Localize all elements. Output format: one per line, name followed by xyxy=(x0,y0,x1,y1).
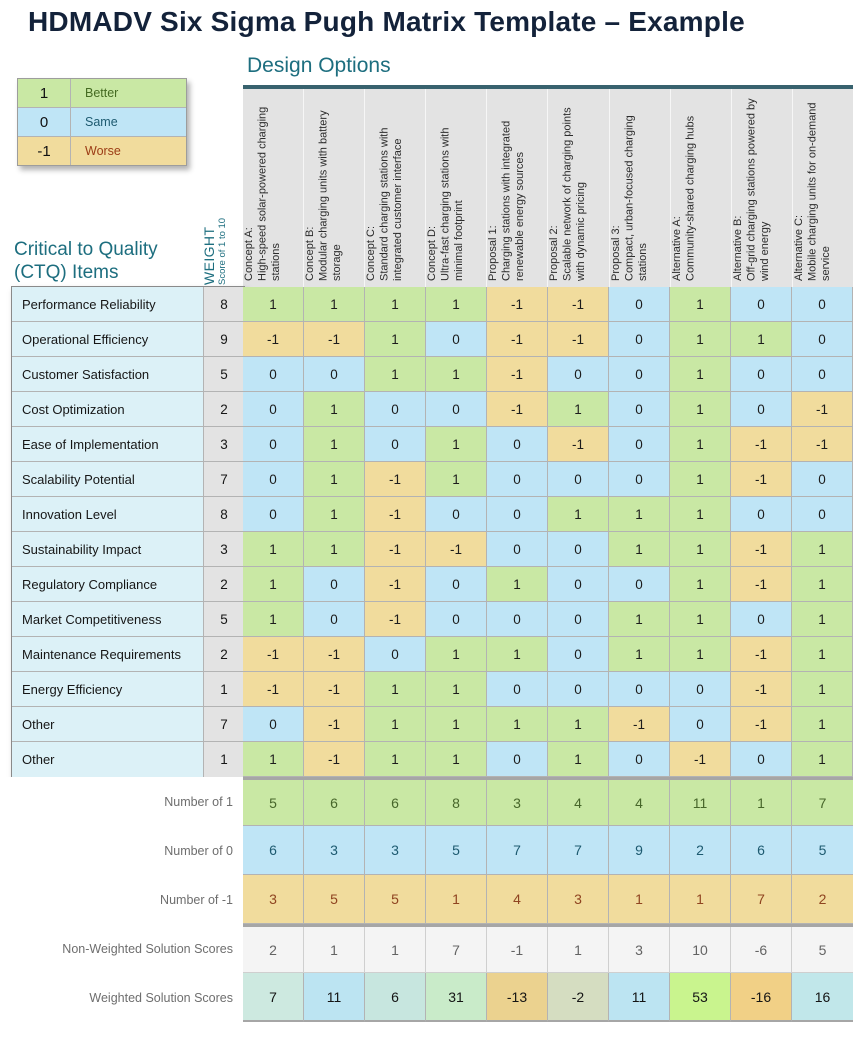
score-cell[interactable]: 0 xyxy=(426,602,487,637)
ctq-item-cell[interactable]: Ease of Implementation xyxy=(12,427,204,462)
score-cell[interactable]: 1 xyxy=(548,742,609,777)
summary-value-cell: 3 xyxy=(609,927,670,973)
design-option-column-header[interactable] xyxy=(365,89,426,287)
ctq-item-cell[interactable]: Scalability Potential xyxy=(12,462,204,497)
score-cell[interactable]: 1 xyxy=(670,287,731,322)
summary-value-cell: 7 xyxy=(487,826,548,875)
summary-value-cell: 4 xyxy=(609,780,670,826)
score-cell[interactable]: -1 xyxy=(792,392,853,427)
design-option-column-header[interactable] xyxy=(304,89,365,287)
score-cell[interactable]: 1 xyxy=(304,392,365,427)
score-cell[interactable]: -1 xyxy=(365,602,426,637)
weight-cell[interactable]: 3 xyxy=(204,427,244,462)
summary-value-cell: 5 xyxy=(243,780,304,826)
summary-value-cell: 11 xyxy=(304,973,365,1022)
design-option-column-header[interactable] xyxy=(548,89,609,287)
score-cell[interactable]: 1 xyxy=(243,602,304,637)
score-cell[interactable]: 0 xyxy=(609,567,670,602)
summary-value-cell: 5 xyxy=(365,875,426,924)
score-cell[interactable]: 0 xyxy=(792,287,853,322)
summary-value-cell: 5 xyxy=(304,875,365,924)
score-cell[interactable]: 1 xyxy=(304,427,365,462)
weight-cell[interactable]: 8 xyxy=(204,287,244,322)
column-header-title: Proposal 1: xyxy=(487,225,500,281)
score-cell[interactable]: 1 xyxy=(609,532,670,567)
column-header-description: Standard charging stations with integrated customer interface xyxy=(378,127,405,281)
summary-value-cell: 8 xyxy=(426,780,487,826)
summary-value-cell: 1 xyxy=(670,875,731,924)
score-cell[interactable]: -1 xyxy=(487,392,548,427)
column-header-description: High-speed solar-powered charging stations xyxy=(256,106,282,281)
column-header-description: Off-grid charging stations powered by wind energy xyxy=(745,98,771,281)
score-cell[interactable]: 0 xyxy=(487,497,548,532)
column-header-title: Concept A: xyxy=(243,227,255,281)
score-cell[interactable]: -1 xyxy=(487,322,548,357)
score-cell[interactable]: 1 xyxy=(426,637,487,672)
score-cell[interactable]: 0 xyxy=(731,357,792,392)
score-cell[interactable]: 1 xyxy=(365,322,426,357)
score-cell[interactable]: 0 xyxy=(243,427,304,462)
score-cell[interactable]: 0 xyxy=(243,392,304,427)
summary-value-cell: 6 xyxy=(365,780,426,826)
score-cell[interactable]: 1 xyxy=(243,742,304,777)
summary-value-cell: 7 xyxy=(426,927,487,973)
column-header-title: Concept D: xyxy=(426,225,439,281)
score-cell[interactable]: 1 xyxy=(548,392,609,427)
score-cell[interactable]: 1 xyxy=(304,497,365,532)
summary-value-cell: -13 xyxy=(487,973,548,1022)
column-header-title: Concept C: xyxy=(365,225,378,281)
column-header-title: Alternative A: xyxy=(670,216,683,281)
score-cell[interactable]: 0 xyxy=(670,707,731,742)
score-cell[interactable]: 0 xyxy=(548,637,609,672)
ctq-item-cell[interactable]: Energy Efficiency xyxy=(12,672,204,707)
score-cell[interactable]: -1 xyxy=(243,672,304,707)
score-cell[interactable]: 1 xyxy=(487,707,548,742)
score-cell[interactable]: -1 xyxy=(731,672,792,707)
score-cell[interactable]: 0 xyxy=(487,462,548,497)
summary-value-cell: 10 xyxy=(670,927,731,973)
score-cell[interactable]: 1 xyxy=(670,322,731,357)
score-cell[interactable]: 0 xyxy=(243,357,304,392)
legend-label-better: Better xyxy=(85,86,119,100)
score-cell[interactable]: -1 xyxy=(304,672,365,707)
summary-value-cell: 11 xyxy=(670,780,731,826)
score-cell[interactable]: 1 xyxy=(609,637,670,672)
design-option-column-header[interactable] xyxy=(426,89,487,287)
summary-section xyxy=(0,777,853,1022)
weight-cell[interactable]: 7 xyxy=(204,707,244,742)
legend-label-same: Same xyxy=(85,115,118,129)
ctq-heading xyxy=(14,238,158,284)
summary-row-weighted-scores xyxy=(0,973,853,1022)
ctq-item-cell[interactable]: Other xyxy=(12,742,204,777)
score-cell[interactable]: -1 xyxy=(365,532,426,567)
summary-value-cell: 7 xyxy=(548,826,609,875)
score-cell[interactable]: 1 xyxy=(487,567,548,602)
score-cell[interactable]: 0 xyxy=(243,707,304,742)
score-cell[interactable]: 0 xyxy=(426,392,487,427)
summary-value-cell: 3 xyxy=(487,780,548,826)
score-cell[interactable]: 0 xyxy=(609,357,670,392)
score-cell[interactable]: 1 xyxy=(426,287,487,322)
summary-row-number-of-minus1 xyxy=(0,875,853,924)
summary-cells-weighted xyxy=(243,973,853,1022)
score-cell[interactable]: 1 xyxy=(670,427,731,462)
score-cell[interactable]: 0 xyxy=(487,427,548,462)
score-cell[interactable]: 0 xyxy=(243,497,304,532)
score-cell[interactable]: 0 xyxy=(365,427,426,462)
score-cell[interactable]: 0 xyxy=(304,602,365,637)
score-cell[interactable]: 0 xyxy=(487,742,548,777)
score-cell[interactable]: 0 xyxy=(426,322,487,357)
summary-row-number-of-0 xyxy=(0,826,853,875)
score-cell[interactable]: -1 xyxy=(304,707,365,742)
score-cell[interactable]: -1 xyxy=(731,427,792,462)
column-header-description: Scalable network of charging points with dynamic pricing xyxy=(561,107,588,281)
score-cell[interactable]: 0 xyxy=(548,532,609,567)
score-cell[interactable]: 0 xyxy=(304,567,365,602)
score-cell[interactable]: -1 xyxy=(548,287,609,322)
score-cell[interactable]: 0 xyxy=(548,567,609,602)
score-cell[interactable]: 1 xyxy=(548,497,609,532)
legend-row-worse xyxy=(18,137,186,165)
score-cell[interactable]: 1 xyxy=(792,637,853,672)
ctq-item-cell[interactable]: Operational Efficiency xyxy=(12,322,204,357)
score-cell[interactable]: -1 xyxy=(731,637,792,672)
score-cell[interactable]: 1 xyxy=(548,707,609,742)
score-cell[interactable]: 0 xyxy=(792,497,853,532)
score-cell[interactable]: 0 xyxy=(487,532,548,567)
score-cell[interactable]: 1 xyxy=(243,532,304,567)
summary-value-cell: 6 xyxy=(365,973,426,1022)
weight-header-title: WEIGHT xyxy=(201,226,217,285)
weight-cell[interactable]: 3 xyxy=(204,532,244,567)
summary-cells-number-of-1 xyxy=(243,777,853,826)
score-legend xyxy=(17,78,187,166)
score-cell[interactable]: 1 xyxy=(365,707,426,742)
summary-label: Number of -1 xyxy=(0,875,243,924)
column-header-description: Mobile charging units for on-demand service xyxy=(806,102,832,281)
score-cell[interactable]: 0 xyxy=(731,287,792,322)
summary-value-cell: 4 xyxy=(487,875,548,924)
weight-column-header xyxy=(201,183,243,285)
score-cell[interactable]: 1 xyxy=(609,602,670,637)
summary-value-cell: 1 xyxy=(304,927,365,973)
score-cell[interactable]: 1 xyxy=(792,672,853,707)
summary-value-cell: -16 xyxy=(731,973,792,1022)
summary-value-cell: 3 xyxy=(243,875,304,924)
summary-value-cell: 5 xyxy=(792,826,853,875)
score-cell[interactable]: 1 xyxy=(670,357,731,392)
score-cell[interactable]: 1 xyxy=(243,287,304,322)
summary-cells-non-weighted xyxy=(243,924,853,973)
score-cell[interactable]: 1 xyxy=(426,672,487,707)
summary-value-cell: 1 xyxy=(365,927,426,973)
score-cell[interactable]: 1 xyxy=(792,742,853,777)
score-cell[interactable]: 1 xyxy=(670,462,731,497)
score-cell[interactable]: -1 xyxy=(548,427,609,462)
score-cell[interactable]: -1 xyxy=(365,462,426,497)
weight-header-subtitle: Score of 1 to 10 xyxy=(217,217,228,285)
score-cell[interactable]: 1 xyxy=(670,497,731,532)
score-cell[interactable]: 0 xyxy=(548,672,609,707)
summary-value-cell: 4 xyxy=(548,780,609,826)
weight-cell[interactable]: 2 xyxy=(204,637,244,672)
design-option-column-header[interactable] xyxy=(793,89,853,287)
score-cell[interactable]: 0 xyxy=(304,357,365,392)
score-cell[interactable]: 1 xyxy=(609,497,670,532)
summary-value-cell: 1 xyxy=(426,875,487,924)
score-cell[interactable]: -1 xyxy=(304,742,365,777)
summary-value-cell: 1 xyxy=(731,780,792,826)
score-cell[interactable]: 1 xyxy=(487,637,548,672)
score-cell[interactable]: 0 xyxy=(792,322,853,357)
score-cell[interactable]: -1 xyxy=(426,532,487,567)
column-header-title: Proposal 2: xyxy=(548,225,561,281)
weight-cell[interactable]: 5 xyxy=(204,357,244,392)
summary-value-cell: 9 xyxy=(609,826,670,875)
score-cell[interactable]: 1 xyxy=(304,462,365,497)
summary-value-cell: -1 xyxy=(487,927,548,973)
score-cell[interactable]: -1 xyxy=(243,322,304,357)
ctq-item-cell[interactable]: Performance Reliability xyxy=(12,287,204,322)
score-cell[interactable]: 1 xyxy=(426,742,487,777)
score-cell[interactable]: 0 xyxy=(609,672,670,707)
summary-value-cell: 3 xyxy=(548,875,609,924)
score-cell[interactable]: 0 xyxy=(426,567,487,602)
design-option-column-header[interactable] xyxy=(671,89,732,287)
legend-score-same: 0 xyxy=(18,108,71,136)
legend-row-better xyxy=(18,79,186,108)
summary-value-cell: 1 xyxy=(548,927,609,973)
design-option-column-header[interactable] xyxy=(610,89,671,287)
legend-score-worse: -1 xyxy=(18,137,71,165)
score-cell[interactable]: -1 xyxy=(365,567,426,602)
summary-value-cell: 5 xyxy=(792,927,853,973)
summary-row-number-of-1 xyxy=(0,777,853,826)
column-header-title: Alternative C: xyxy=(792,214,805,281)
score-cell[interactable]: 0 xyxy=(548,462,609,497)
score-cell[interactable]: 0 xyxy=(609,427,670,462)
summary-value-cell: 3 xyxy=(365,826,426,875)
score-cell[interactable]: 1 xyxy=(304,532,365,567)
column-header-label xyxy=(487,89,547,287)
score-cell[interactable]: 0 xyxy=(792,357,853,392)
column-header-description: Modular charging units with battery storage xyxy=(317,110,344,281)
score-cell[interactable]: 0 xyxy=(243,462,304,497)
score-cell[interactable]: 0 xyxy=(487,602,548,637)
score-cell[interactable]: -1 xyxy=(304,322,365,357)
summary-value-cell: -2 xyxy=(548,973,609,1022)
score-cell[interactable]: -1 xyxy=(792,427,853,462)
summary-value-cell: 3 xyxy=(304,826,365,875)
column-header-label xyxy=(548,89,608,287)
design-options-header-row xyxy=(243,85,853,287)
score-cell[interactable]: 0 xyxy=(609,287,670,322)
score-cell[interactable]: 1 xyxy=(304,287,365,322)
column-header-description: Charging stations with integrated renewable energy sources xyxy=(500,120,527,281)
score-cell[interactable]: -1 xyxy=(731,532,792,567)
score-cell[interactable]: 0 xyxy=(365,392,426,427)
score-cell[interactable]: -1 xyxy=(548,322,609,357)
column-header-title: Concept B: xyxy=(304,226,317,281)
score-grid xyxy=(243,287,853,777)
summary-value-cell: 2 xyxy=(243,927,304,973)
summary-cells-number-of-minus1 xyxy=(243,875,853,924)
score-cell[interactable]: 1 xyxy=(426,462,487,497)
summary-value-cell: 1 xyxy=(609,875,670,924)
column-header-label xyxy=(732,89,792,287)
column-header-label xyxy=(304,89,364,287)
score-cell[interactable]: 0 xyxy=(792,462,853,497)
score-cell[interactable]: 0 xyxy=(670,672,731,707)
score-cell[interactable]: 1 xyxy=(792,567,853,602)
design-option-column-header[interactable] xyxy=(487,89,548,287)
score-cell[interactable]: 1 xyxy=(365,672,426,707)
ctq-item-cell[interactable]: Customer Satisfaction xyxy=(12,357,204,392)
weight-cell[interactable]: 7 xyxy=(204,462,244,497)
ctq-item-cell[interactable]: Innovation Level xyxy=(12,497,204,532)
summary-value-cell: 2 xyxy=(792,875,853,924)
score-cell[interactable]: 0 xyxy=(487,672,548,707)
column-header-label xyxy=(671,89,731,287)
score-cell[interactable]: 1 xyxy=(670,567,731,602)
summary-row-non-weighted-scores xyxy=(0,924,853,973)
design-option-column-header[interactable] xyxy=(243,89,304,287)
page-title: HDMADV Six Sigma Pugh Matrix Template – Example xyxy=(28,6,745,37)
score-cell[interactable]: -1 xyxy=(365,497,426,532)
summary-value-cell: 31 xyxy=(426,973,487,1022)
score-cell[interactable]: 1 xyxy=(670,602,731,637)
score-cell[interactable]: 1 xyxy=(731,322,792,357)
ctq-heading-line2: (CTQ) Items xyxy=(14,262,119,283)
summary-value-cell: 2 xyxy=(670,826,731,875)
score-cell[interactable]: 1 xyxy=(365,357,426,392)
score-cell[interactable]: -1 xyxy=(243,637,304,672)
score-cell[interactable]: 1 xyxy=(792,707,853,742)
weight-cell[interactable]: 2 xyxy=(204,392,244,427)
ctq-item-cell[interactable]: Market Competitiveness xyxy=(12,602,204,637)
score-cell[interactable]: 1 xyxy=(670,532,731,567)
summary-value-cell: 7 xyxy=(792,780,853,826)
score-cell[interactable]: 1 xyxy=(670,637,731,672)
score-cell[interactable]: 0 xyxy=(426,497,487,532)
summary-value-cell: 11 xyxy=(609,973,670,1022)
score-cell[interactable]: 1 xyxy=(426,357,487,392)
score-cell[interactable]: -1 xyxy=(731,567,792,602)
score-cell[interactable]: 1 xyxy=(792,532,853,567)
design-options-heading: Design Options xyxy=(247,54,391,77)
score-cell[interactable]: 1 xyxy=(365,742,426,777)
summary-label: Number of 1 xyxy=(0,777,243,826)
score-cell[interactable]: 0 xyxy=(609,392,670,427)
legend-score-better: 1 xyxy=(18,79,71,107)
column-header-title: Alternative B: xyxy=(731,215,744,281)
design-option-column-header[interactable] xyxy=(732,89,793,287)
score-cell[interactable]: -1 xyxy=(609,707,670,742)
ctq-item-cell[interactable]: Cost Optimization xyxy=(12,392,204,427)
weight-cell[interactable]: 5 xyxy=(204,602,244,637)
ctq-item-cell[interactable]: Other xyxy=(12,707,204,742)
score-cell[interactable]: 0 xyxy=(731,742,792,777)
summary-value-cell: -6 xyxy=(731,927,792,973)
column-header-description: Community-shared charging hubs xyxy=(684,115,697,281)
weight-cell[interactable]: 2 xyxy=(204,567,244,602)
score-cell[interactable]: -1 xyxy=(487,287,548,322)
ctq-item-cell[interactable]: Maintenance Requirements xyxy=(12,637,204,672)
column-header-label xyxy=(610,89,670,287)
column-header-label xyxy=(426,89,486,287)
summary-value-cell: 7 xyxy=(731,875,792,924)
summary-value-cell: 16 xyxy=(792,973,853,1022)
ctq-table xyxy=(11,286,245,778)
score-cell[interactable]: 0 xyxy=(548,602,609,637)
score-cell[interactable]: -1 xyxy=(304,637,365,672)
column-header-label xyxy=(243,89,303,287)
summary-value-cell: 6 xyxy=(304,780,365,826)
column-header-label xyxy=(793,89,853,287)
score-cell[interactable]: 0 xyxy=(731,392,792,427)
score-cell[interactable]: 0 xyxy=(609,742,670,777)
weight-cell[interactable]: 1 xyxy=(204,672,244,707)
column-header-label xyxy=(365,89,425,287)
ctq-item-cell[interactable]: Regulatory Compliance xyxy=(12,567,204,602)
column-header-title: Proposal 3: xyxy=(609,225,622,281)
score-cell[interactable]: 0 xyxy=(548,357,609,392)
score-cell[interactable]: -1 xyxy=(731,707,792,742)
summary-value-cell: 7 xyxy=(243,973,304,1022)
score-cell[interactable]: 0 xyxy=(731,497,792,532)
score-cell[interactable]: 0 xyxy=(609,322,670,357)
summary-value-cell: 5 xyxy=(426,826,487,875)
summary-label: Number of 0 xyxy=(0,826,243,875)
score-cell[interactable]: 1 xyxy=(792,602,853,637)
score-cell[interactable]: 1 xyxy=(243,567,304,602)
weight-cell[interactable]: 8 xyxy=(204,497,244,532)
ctq-heading-line1: Critical to Quality xyxy=(14,239,158,260)
score-cell[interactable]: -1 xyxy=(670,742,731,777)
summary-value-cell: 6 xyxy=(243,826,304,875)
score-cell[interactable]: -1 xyxy=(731,462,792,497)
score-cell[interactable]: 0 xyxy=(365,637,426,672)
summary-cells-number-of-0 xyxy=(243,826,853,875)
legend-label-worse: Worse xyxy=(85,144,121,158)
summary-value-cell: 6 xyxy=(731,826,792,875)
score-cell[interactable]: 1 xyxy=(426,427,487,462)
ctq-item-cell[interactable]: Sustainability Impact xyxy=(12,532,204,567)
score-cell[interactable]: 0 xyxy=(731,602,792,637)
weight-cell[interactable]: 1 xyxy=(204,742,244,777)
column-header-description: Compact, urban-focused charging stations xyxy=(623,115,649,281)
score-cell[interactable]: -1 xyxy=(487,357,548,392)
score-cell[interactable]: 1 xyxy=(365,287,426,322)
summary-label: Weighted Solution Scores xyxy=(0,973,243,1022)
summary-label: Non-Weighted Solution Scores xyxy=(0,924,243,973)
score-cell[interactable]: 1 xyxy=(670,392,731,427)
column-header-description: Ultra-fast charging stations with minimal footprint xyxy=(439,127,466,281)
weight-cell[interactable]: 9 xyxy=(204,322,244,357)
legend-row-same xyxy=(18,108,186,137)
summary-value-cell: 53 xyxy=(670,973,731,1022)
score-cell[interactable]: 1 xyxy=(426,707,487,742)
score-cell[interactable]: 0 xyxy=(609,462,670,497)
